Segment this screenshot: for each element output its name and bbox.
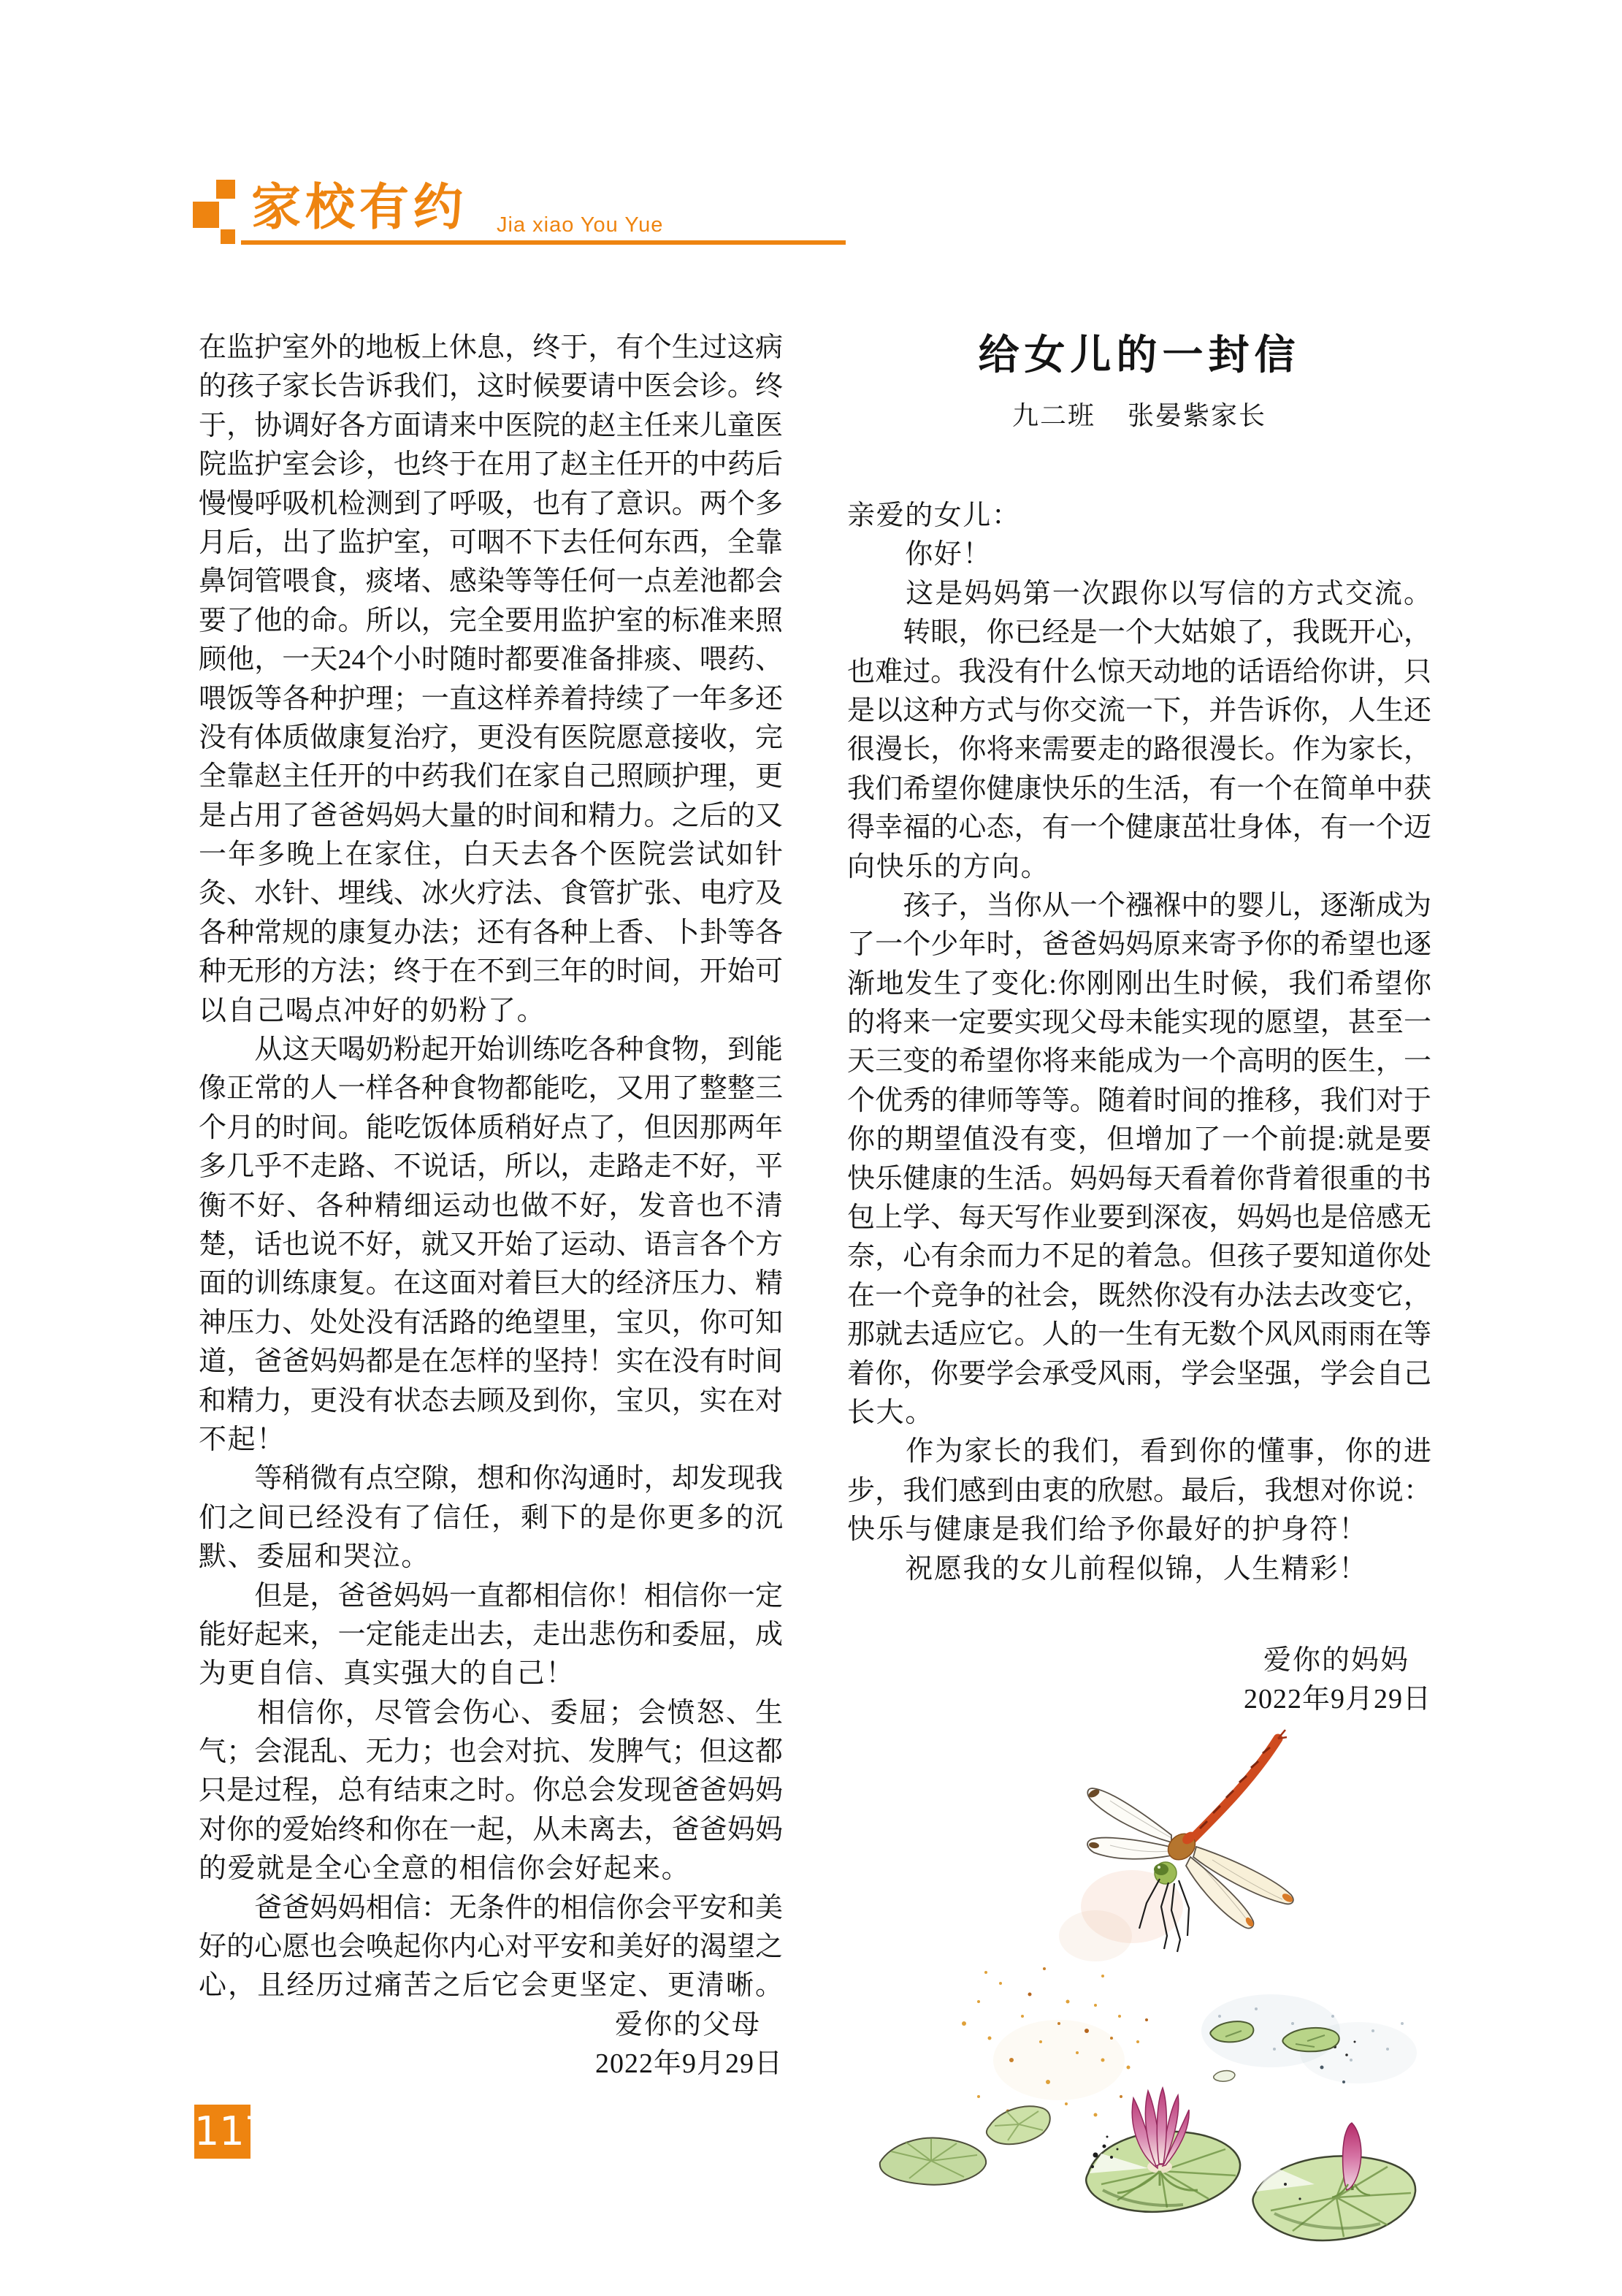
text-line: 慢慢呼吸机检测到了呼吸，也有了意识。两个多 [199,488,783,519]
text-line: 在一个竞争的社会，既然你没有办法去改变它， [847,1280,1431,1311]
text-line: 一年多晚上在家住，白天去各个医院尝试如针 [199,839,783,871]
text-line: 也难过。我没有什么惊天动地的话语给你讲，只 [847,656,1431,687]
left-article-closing [199,2006,783,2084]
text-line: 的孩子家长告诉我们，这时候要请中医会诊。终 [199,371,783,403]
text-line: 默、委屈和哭泣。 [199,1541,430,1573]
text-line: 月后，出了监护室，可咽不下去任何东西，全靠 [199,527,783,558]
text-line: 爸爸妈妈相信：无条件的相信你会平安和美 [199,1892,783,1923]
signature-date: 2022年9月29日 [594,2048,783,2080]
text-line: 心，且经历过痛苦之后它会更坚定、更清晰。 [199,1970,783,2002]
text-line: 和精力，更没有状态去顾及到你，宝贝，实在对 [199,1385,783,1416]
text-line: 转眼，你已经是一个大姑娘了，我既开心， [847,617,1431,649]
text-line: 个月的时间。能吃饭体质稍好点了，但因那两年 [199,1112,783,1143]
left-article-body [199,329,783,2006]
left-article-column [199,329,783,2084]
text-line: 种无形的方法；终于在不到三年的时间，开始可 [199,956,783,988]
section-logo-pinyin: Jia xiao You Yue [497,213,664,237]
text-line: 为更自信、真实强大的自己！ [199,1658,575,1690]
text-line: 孩子，当你从一个襁褓中的婴儿，逐渐成为 [847,890,1431,921]
text-line: 得幸福的心态，有一个健康茁壮身体，有一个迈 [847,812,1431,844]
signature: 爱你的妈妈 [1263,1644,1409,1676]
text-line: 相信你，尽管会伤心、委屈；会愤怒、生 [199,1697,783,1728]
right-article-closing [847,1641,1431,1720]
page-number-badge: 117 [194,2105,250,2159]
watercolor-washes [993,1870,1417,2100]
text-line: 各种常规的康复办法；还有各种上香、卜卦等各 [199,917,783,948]
right-article-body [847,497,1431,1589]
text-line: 像正常的人一样各种食物都能吃，又用了整整三 [199,1073,783,1105]
text-line: 包上学、每天写作业要到深夜，妈妈也是倍感无 [847,1202,1431,1234]
text-line: 多几乎不走路、不说话，所以，走路走不好，平 [199,1151,783,1183]
text-line: 着你，你要学会承受风雨，学会坚强，学会自己 [847,1358,1431,1389]
text-line: 只是过程，总有结束之时。你总会发现爸爸妈妈 [199,1775,783,1807]
text-line: 道，爸爸妈妈都是在怎样的坚持！实在没有时间 [199,1346,783,1378]
text-line: 亲爱的女儿： [847,500,1021,531]
text-line: 面的训练康复。在这面对着巨大的经济压力、精 [199,1268,783,1300]
text-line: 长大。 [847,1397,934,1428]
text-line: 是以这种方式与你交流一下，并告诉你，人生还 [847,695,1431,726]
text-line: 衡不好、各种精细运动也做不好，发音也不清 [199,1190,783,1221]
byline-author: 张晏紫家长 [1128,401,1267,430]
text-line: 那就去适应它。人的一生有无数个风风雨雨在等 [847,1319,1431,1351]
text-line: 顾他，一天24个小时随时都要准备排痰、喂药、 [199,644,783,676]
text-line: 不起！ [199,1424,286,1455]
text-line: 对你的爱始终和你在一起，从未离去，爸爸妈妈 [199,1814,783,1845]
text-line: 个优秀的律师等等。随着时间的推移，我们对于 [847,1085,1431,1116]
text-line: 好的心愿也会唤起你内心对平安和美好的渴望之 [199,1931,783,1963]
text-line: 神压力、处处没有活路的绝望里，宝贝，你可知 [199,1307,783,1338]
text-line: 在监护室外的地板上休息，终于，有个生过这病 [199,332,783,363]
text-line: 向快乐的方向。 [847,851,1050,882]
text-line: 天三变的希望你将来能成为一个高明的医生，一 [847,1046,1431,1078]
logo-square-icon [216,180,235,199]
text-line: 以自己喝点冲好的奶粉了。 [199,995,546,1026]
logo-square-icon [193,202,219,228]
text-line: 了一个少年时，爸爸妈妈原来寄予你的希望也逐 [847,929,1431,961]
text-line: 全靠赵主任开的中药我们在家自己照顾护理，更 [199,761,783,793]
text-line: 楚，话也说不好，就又开始了运动、语言各个方 [199,1229,783,1260]
dragonfly-lotus-illustration [876,1717,1431,2257]
text-line: 喂饭等各种护理；一直这样养着持续了一年多还 [199,683,783,714]
signature-date: 2022年9月29日 [1243,1684,1431,1715]
article-byline [847,399,1431,432]
text-line: 但是，爸爸妈妈一直都相信你！相信你一定 [199,1580,783,1612]
text-line: 院监护室会诊，也终于在用了赵主任开的中药后 [199,449,783,481]
header-rule [241,240,846,245]
text-line: 这是妈妈第一次跟你以写信的方式交流。 [847,578,1431,609]
text-line: 快乐与健康是我们给予你最好的护身符！ [847,1514,1368,1546]
text-line: 没有体质做康复治疗，更没有医院愿意接收，完 [199,722,783,753]
logo-square-icon [221,229,235,244]
text-line: 从这天喝奶粉起开始训练吃各种食物，到能 [199,1034,783,1066]
text-line: 你好！ [847,539,992,571]
text-line: 祝愿我的女儿前程似锦，人生精彩！ [847,1553,1368,1584]
text-line: 很漫长，你将来需要走的路很漫长。作为家长， [847,734,1431,766]
text-line: 灸、水针、埋线、冰火疗法、食管扩张、电疗及 [199,878,783,909]
text-line: 于，协调好各方面请来中医院的赵主任来儿童医 [199,410,783,441]
text-line: 渐地发生了变化:你刚刚出生时候，我们希望你 [847,968,1431,999]
text-line: 奈，心有余而力不足的着急。但孩子要知道你处 [847,1241,1431,1273]
text-line: 的将来一定要实现父母未能实现的愿望，甚至一 [847,1007,1431,1039]
text-line: 快乐健康的生活。妈妈每天看着你背着很重的书 [847,1163,1431,1194]
text-line: 们之间已经没有了信任，剩下的是你更多的沉 [199,1502,783,1533]
text-line: 是占用了爸爸妈妈大量的时间和精力。之后的又 [199,800,783,831]
text-line: 的爱就是全心全意的相信你会好起来。 [199,1853,691,1885]
right-article-column [847,330,1431,1720]
text-line: 鼻饲管喂食，痰堵、感染等等任何一点差池都会 [199,566,783,598]
text-line: 步，我们感到由衷的欣慰。最后，我想对你说： [847,1475,1431,1506]
text-line: 要了他的命。所以，完全要用监护室的标准来照 [199,605,783,636]
article-title: 给女儿的一封信 [978,333,1301,378]
text-line: 作为家长的我们，看到你的懂事，你的进 [847,1436,1431,1468]
signature: 爱你的父母 [614,2009,761,2040]
text-line: 能好起来，一定能走出去，走出悲伤和委屈，成 [199,1619,783,1650]
section-logo: 家校有约 [251,180,468,235]
text-line: 你的期望值没有变，但增加了一个前提:就是要 [847,1124,1431,1156]
byline-class: 九二班 [1011,401,1095,430]
text-line: 等稍微有点空隙，想和你沟通时，却发现我 [199,1463,783,1495]
text-line: 我们希望你健康快乐的生活，有一个在简单中获 [847,773,1431,804]
text-line: 气；会混乱、无力；也会对抗、发脾气；但这都 [199,1736,783,1768]
